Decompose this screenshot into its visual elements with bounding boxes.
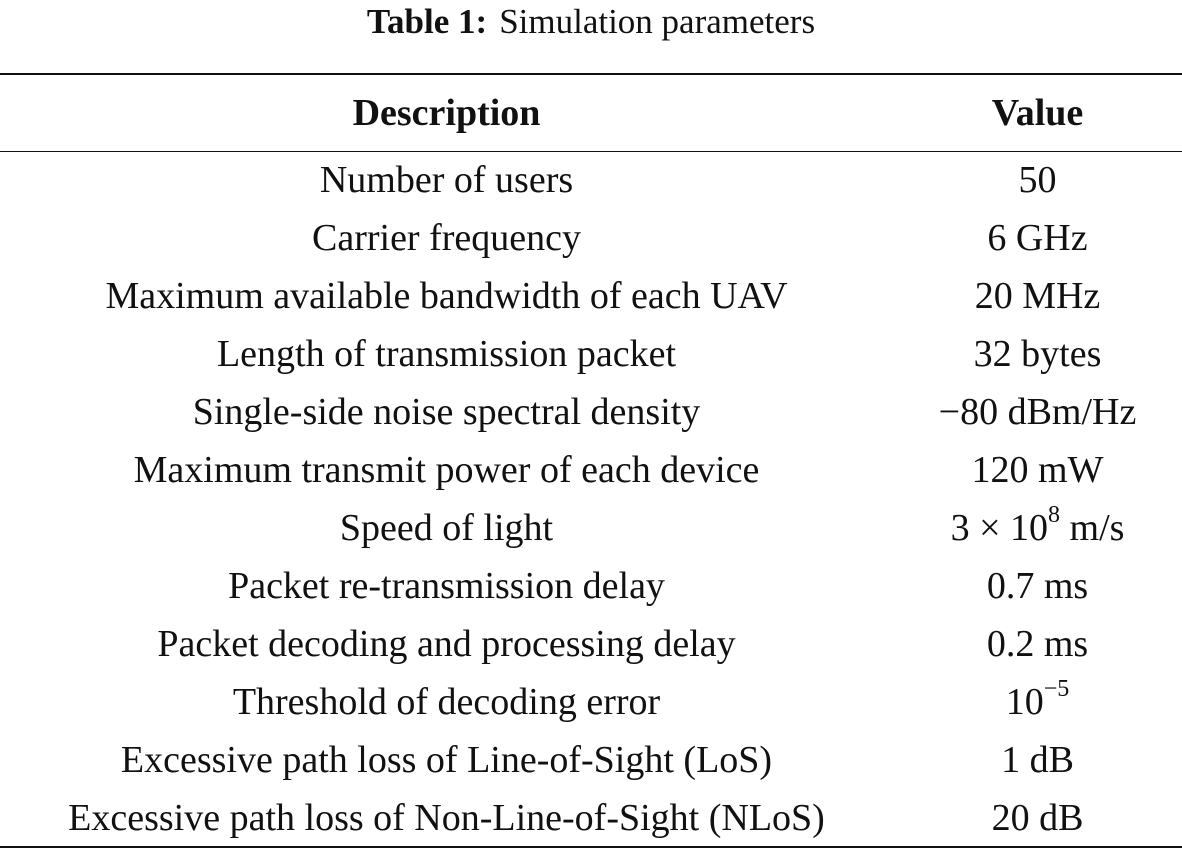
table-row: [0, 209, 1182, 267]
table-row: [0, 151, 1182, 209]
row-value: 20 dB: [893, 789, 1182, 847]
row-value: 32 bytes: [973, 333, 1102, 375]
table-row: [0, 325, 1182, 383]
row-value: 0.7 ms: [986, 565, 1089, 607]
value-exponent: −5: [1043, 676, 1070, 703]
row-description: Maximum transmit power of each device: [133, 449, 760, 491]
header-value: Value: [893, 74, 1182, 151]
table-row: [0, 383, 1182, 441]
row-value: −80 dBm/Hz: [938, 391, 1137, 433]
row-value: 50: [1018, 159, 1057, 202]
value-base: 10: [1005, 681, 1044, 723]
row-description: Packet decoding and processing delay: [157, 623, 736, 665]
value-unit: m/s: [1060, 507, 1125, 549]
table-caption-label: Table 1:: [366, 2, 488, 41]
row-description: Length of transmission packet: [216, 333, 677, 375]
table-row: [0, 557, 1182, 615]
row-description: Single-side noise spectral density: [192, 391, 701, 433]
table-header-row: [0, 74, 1182, 151]
row-description: Packet re-transmission delay: [228, 565, 665, 607]
row-value: [893, 499, 1182, 557]
row-description: Carrier frequency: [311, 217, 581, 259]
row-description: Speed of light: [339, 507, 554, 549]
table-row: [0, 499, 1182, 557]
row-description: Excessive path loss of Line-of-Sight (LoS): [120, 739, 773, 781]
row-value: 1 dB: [1001, 739, 1074, 781]
row-description: Threshold of decoding error: [232, 681, 661, 723]
header-description: Description: [0, 74, 893, 151]
value-base: 3 × 10: [950, 507, 1049, 549]
row-value: 120 mW: [971, 449, 1104, 491]
row-value: [893, 673, 1182, 731]
table-row: [0, 267, 1182, 325]
table-caption: [0, 0, 1182, 44]
row-description: Excessive path loss of Non-Line-of-Sight (NLoS): [0, 789, 893, 847]
simulation-parameters-table: [0, 73, 1182, 848]
row-value: 6 GHz: [987, 217, 1088, 259]
table-caption-text: Simulation parameters: [499, 2, 816, 41]
row-value: 20 MHz: [974, 275, 1101, 317]
row-description: Maximum available bandwidth of each UAV: [105, 275, 788, 317]
table-row: [0, 615, 1182, 673]
table-row: [0, 789, 1182, 847]
row-description: Number of users: [319, 159, 574, 202]
table-row: [0, 731, 1182, 789]
row-value: 0.2 ms: [986, 623, 1089, 665]
value-exponent: 8: [1048, 502, 1061, 529]
table-row: [0, 673, 1182, 731]
table-row: [0, 441, 1182, 499]
